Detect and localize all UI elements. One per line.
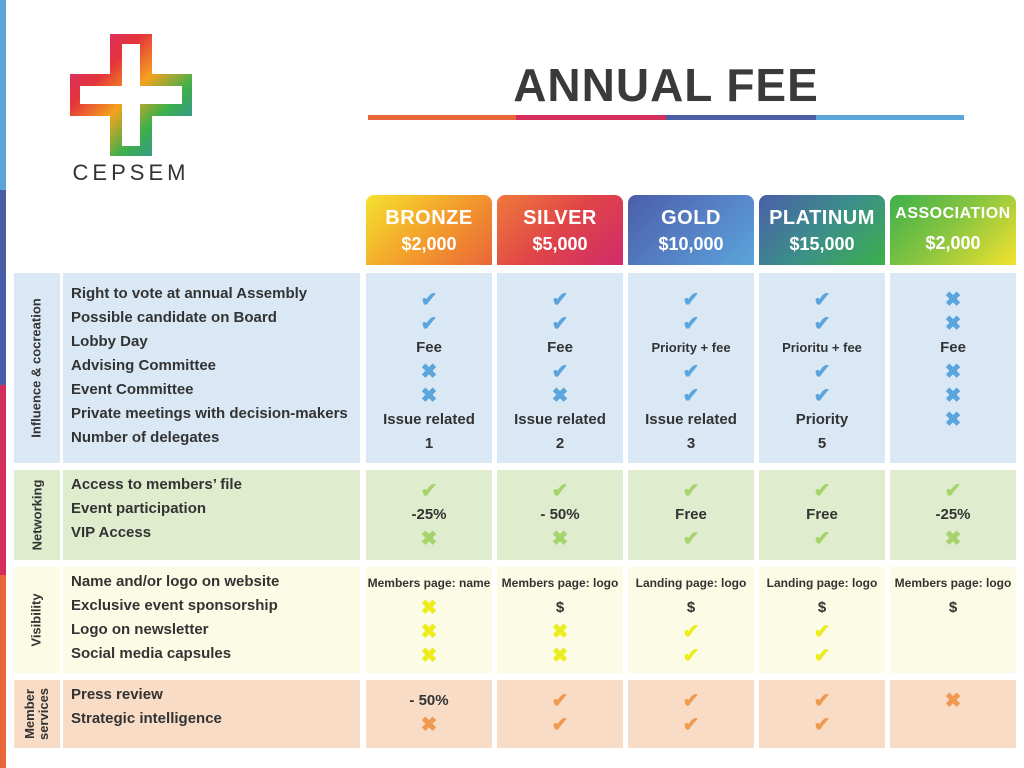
cross-icon: ✖ [420, 384, 438, 407]
check-icon: ✔ [682, 288, 700, 311]
value-cell: $ [686, 598, 696, 616]
check-icon: ✔ [420, 288, 438, 311]
value-cell [890, 383, 1016, 407]
value-cell [759, 619, 885, 643]
value-cell [628, 359, 754, 383]
feature-label: Event Committee [71, 381, 194, 398]
value-column-silver [497, 273, 623, 463]
value-cell [890, 619, 1016, 643]
value-column-bronze [366, 680, 492, 748]
cross-icon: ✖ [944, 527, 962, 550]
check-icon: ✔ [813, 288, 831, 311]
cross-icon: ✖ [420, 360, 438, 383]
value-column-platinum [759, 680, 885, 748]
value-cell [759, 311, 885, 335]
value-cell [890, 712, 1016, 736]
tier-price: $5,000 [532, 234, 588, 254]
value-cell [497, 712, 623, 736]
page-title: ANNUAL FEE [513, 59, 819, 111]
value-cell: $ [555, 598, 565, 616]
value-cell [366, 478, 492, 502]
value-cell: Landing page: logo [635, 576, 747, 590]
value-cell [890, 431, 1016, 455]
feature-list-visibility [63, 567, 360, 669]
check-icon: ✔ [682, 384, 700, 407]
value-cell: $ [948, 598, 958, 616]
check-icon: ✔ [813, 713, 831, 736]
cross-icon: ✖ [944, 360, 962, 383]
value-cell [890, 478, 1016, 502]
value-cell [759, 359, 885, 383]
value-cell [890, 407, 1016, 431]
value-cell [366, 287, 492, 311]
value-cell [628, 478, 754, 502]
value-cell [759, 383, 885, 407]
value-cell: 3 [686, 434, 696, 452]
value-cell: Landing page: logo [766, 576, 878, 590]
check-icon: ✔ [682, 312, 700, 335]
value-column-association [890, 273, 1016, 463]
tier-price: $2,000 [925, 233, 981, 253]
cross-icon: ✖ [551, 644, 569, 667]
value-cell: -25% [935, 505, 971, 523]
check-icon: ✔ [551, 288, 569, 311]
left-color-strip-orange [0, 575, 6, 768]
feature-label: Strategic intelligence [71, 710, 222, 727]
value-cell [366, 643, 492, 667]
feature-label: Possible candidate on Board [71, 309, 277, 326]
value-column-platinum [759, 273, 885, 463]
feature-label: Exclusive event sponsorship [71, 597, 278, 614]
check-icon: ✔ [813, 644, 831, 667]
feature-list-services [63, 680, 360, 734]
tier-price: $2,000 [401, 234, 457, 254]
cross-icon: ✖ [944, 689, 962, 712]
check-icon: ✔ [551, 689, 569, 712]
value-cell [890, 526, 1016, 550]
value-cell: Members page: logo [894, 576, 1012, 590]
check-icon: ✔ [813, 620, 831, 643]
check-icon: ✔ [682, 620, 700, 643]
left-color-strip-red [0, 385, 6, 575]
value-cell [890, 287, 1016, 311]
value-cell: Issue related [645, 410, 737, 428]
value-cell [628, 688, 754, 712]
check-icon: ✔ [944, 479, 962, 502]
check-icon: ✔ [682, 479, 700, 502]
feature-label: Private meetings with decision-makers [71, 405, 348, 422]
title-underline-indigo [666, 115, 816, 120]
check-icon: ✔ [813, 689, 831, 712]
feature-label: Press review [71, 686, 163, 703]
value-cell [497, 619, 623, 643]
value-cell: Members page: logo [501, 576, 619, 590]
check-icon: ✔ [551, 360, 569, 383]
value-cell [497, 311, 623, 335]
value-cell: Priority + fee [651, 339, 731, 355]
tier-price: $10,000 [658, 234, 724, 254]
value-cell [366, 359, 492, 383]
value-cell [497, 478, 623, 502]
value-column-platinum [759, 470, 885, 560]
tier-header-gold [628, 195, 754, 265]
value-cell: Free [806, 505, 838, 523]
feature-list-networking [63, 470, 360, 548]
feature-label: VIP Access [71, 524, 152, 541]
section-label-text: Influence & cocreation [29, 298, 45, 438]
cross-icon: ✖ [420, 527, 438, 550]
value-cell [628, 643, 754, 667]
value-cell [890, 359, 1016, 383]
section-label-text: Member services [22, 687, 52, 741]
left-color-strip-blue [0, 0, 6, 190]
check-icon: ✔ [551, 312, 569, 335]
value-column-silver [497, 470, 623, 560]
section-label-visibility [14, 567, 60, 673]
cross-icon: ✖ [944, 384, 962, 407]
feature-label: Lobby Day [71, 333, 148, 350]
tier-header-association [890, 195, 1016, 265]
value-cell: Priority [795, 410, 849, 428]
left-color-strip-indigo [0, 190, 6, 385]
check-icon: ✔ [420, 312, 438, 335]
value-cell [497, 383, 623, 407]
check-icon: ✔ [682, 689, 700, 712]
check-icon: ✔ [682, 360, 700, 383]
section-label-services [14, 680, 60, 748]
cross-icon: ✖ [944, 288, 962, 311]
value-cell [628, 287, 754, 311]
value-cell: - 50% [409, 691, 449, 709]
value-column-bronze [366, 567, 492, 673]
check-icon: ✔ [682, 713, 700, 736]
cross-icon: ✖ [551, 384, 569, 407]
feature-label: Social media capsules [71, 645, 232, 662]
value-cell: 1 [424, 434, 434, 452]
check-icon: ✔ [813, 312, 831, 335]
title-underline-red [516, 115, 666, 120]
value-cell [366, 383, 492, 407]
tier-name: GOLD [661, 207, 721, 229]
value-cell: Members page: name [367, 576, 491, 590]
value-column-association [890, 470, 1016, 560]
feature-list-influence [63, 273, 360, 453]
value-cell: - 50% [540, 505, 580, 523]
feature-label: Number of delegates [71, 429, 220, 446]
check-icon: ✔ [551, 713, 569, 736]
value-cell [497, 287, 623, 311]
tier-header-bronze [366, 195, 492, 265]
value-cell: -25% [411, 505, 447, 523]
value-cell [628, 526, 754, 550]
feature-label: Logo on newsletter [71, 621, 209, 638]
cross-icon: ✖ [944, 408, 962, 431]
title-underline-blue [816, 115, 964, 120]
value-cell [628, 619, 754, 643]
value-cell [628, 712, 754, 736]
cross-icon: ✖ [420, 713, 438, 736]
value-cell [497, 688, 623, 712]
value-cell: Issue related [514, 410, 606, 428]
feature-label: Access to members’ file [71, 476, 242, 493]
feature-label: Event participation [71, 500, 207, 517]
value-column-gold [628, 680, 754, 748]
feature-label: Name and/or logo on website [71, 573, 280, 590]
value-cell [497, 526, 623, 550]
tier-name: BRONZE [385, 207, 473, 229]
value-column-bronze [366, 470, 492, 560]
value-cell: Prioritu + fee [782, 339, 862, 355]
value-cell: Fee [940, 338, 966, 356]
check-icon: ✔ [813, 527, 831, 550]
tier-header-platinum [759, 195, 885, 265]
value-cell: Free [675, 505, 707, 523]
value-cell [890, 311, 1016, 335]
cepsem-cross-logo [70, 34, 192, 156]
tier-price: $15,000 [789, 234, 855, 254]
value-cell [759, 712, 885, 736]
value-cell [890, 643, 1016, 667]
check-icon: ✔ [420, 479, 438, 502]
value-cell [759, 688, 885, 712]
check-icon: ✔ [682, 644, 700, 667]
value-column-gold [628, 273, 754, 463]
check-icon: ✔ [813, 384, 831, 407]
value-column-gold [628, 470, 754, 560]
value-column-platinum [759, 567, 885, 673]
section-label-text: Networking [29, 479, 45, 551]
cross-icon: ✖ [944, 312, 962, 335]
value-column-gold [628, 567, 754, 673]
value-cell [366, 619, 492, 643]
section-label-influence [14, 273, 60, 463]
check-icon: ✔ [813, 360, 831, 383]
value-cell [759, 287, 885, 311]
value-column-association [890, 680, 1016, 748]
value-column-bronze [366, 273, 492, 463]
cross-icon: ✖ [551, 527, 569, 550]
cross-icon: ✖ [420, 620, 438, 643]
value-cell [628, 383, 754, 407]
value-column-association [890, 567, 1016, 673]
brand-name: CEPSEM [72, 160, 190, 185]
value-column-silver [497, 567, 623, 673]
value-cell [759, 526, 885, 550]
value-cell [366, 526, 492, 550]
check-icon: ✔ [551, 479, 569, 502]
value-cell: Fee [416, 338, 442, 356]
value-cell [759, 643, 885, 667]
section-label-networking [14, 470, 60, 560]
tier-name: PLATINUM [769, 207, 875, 229]
value-cell: $ [817, 598, 827, 616]
value-cell [890, 688, 1016, 712]
check-icon: ✔ [682, 527, 700, 550]
title-underline-orange [368, 115, 516, 120]
cross-icon: ✖ [420, 596, 438, 619]
value-column-silver [497, 680, 623, 748]
value-cell [366, 712, 492, 736]
feature-label: Right to vote at annual Assembly [71, 285, 308, 302]
value-cell: 5 [817, 434, 827, 452]
check-icon: ✔ [813, 479, 831, 502]
value-cell: Fee [547, 338, 573, 356]
cross-icon: ✖ [420, 644, 438, 667]
value-cell [366, 311, 492, 335]
value-cell [628, 311, 754, 335]
value-cell [497, 643, 623, 667]
section-label-text: Visibility [29, 593, 45, 647]
cross-icon: ✖ [551, 620, 569, 643]
value-cell: 2 [555, 434, 565, 452]
feature-label: Advising Committee [71, 357, 217, 374]
value-cell [366, 595, 492, 619]
tier-name: ASSOCIATION [895, 205, 1011, 222]
value-cell [759, 478, 885, 502]
tier-header-silver [497, 195, 623, 265]
value-cell [497, 359, 623, 383]
value-cell: Issue related [383, 410, 475, 428]
tier-name: SILVER [523, 207, 597, 229]
